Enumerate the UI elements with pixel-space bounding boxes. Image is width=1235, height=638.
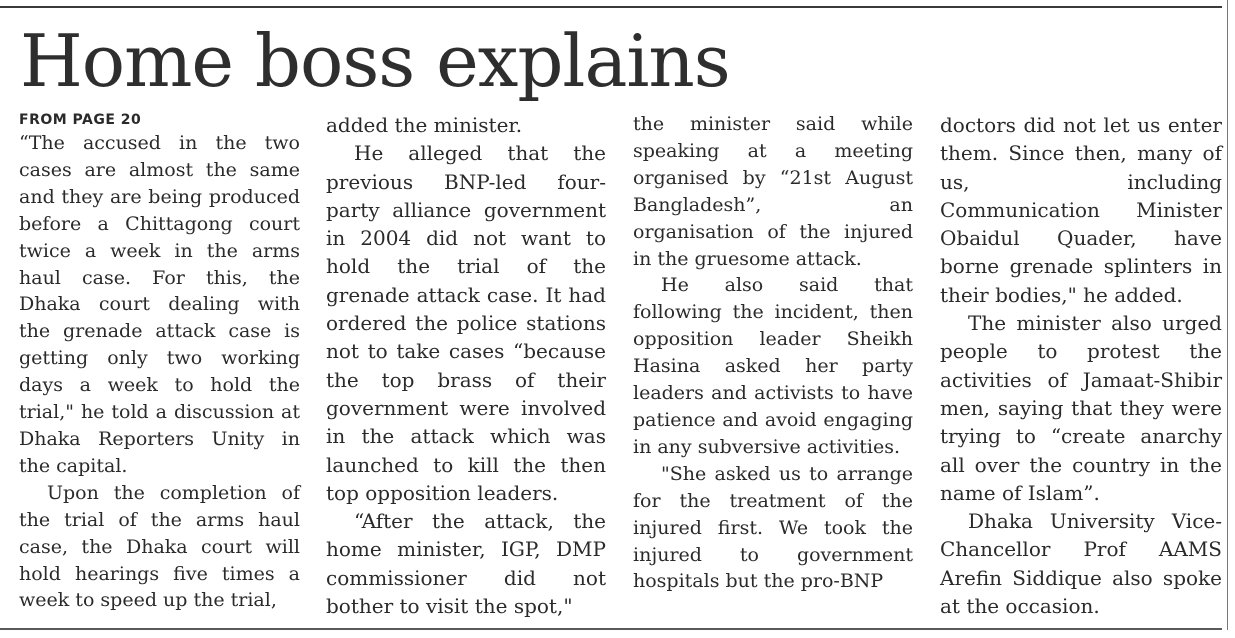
paragraph: the minister said while speaking at a meeting organised by “21st August Bangladesh”, an organisation of the injured in the gruesome attack. bbox=[633, 113, 913, 270]
paragraph: “The accused in the two cases are almost the same and they are being produced before a Chittagong court twice a week in the arms haul case. For this, the Dhaka court dealing with the grenade attack case is getting only two working days a week to hold the trial," he told a discussion at Dhaka Reporters Unity in the capital. bbox=[19, 132, 300, 477]
paragraph: He also said that following the incident, then opposition leader Sheikh Hasina asked her party leaders and activists to have patience and avoid engaging in any subversive activities. bbox=[633, 274, 913, 458]
paragraph: Dhaka University Vice-Chancellor Prof AAMS Arefin Siddique also spoke at the occasion. bbox=[940, 509, 1222, 619]
paragraph: He alleged that the previous BNP-led four-party alliance government in 2004 did not want to hold the trial of the grenade attack case. It had ordered the police stations not to take cases “because the top brass of their government were involved in the attack which was launched to kill the then top opposition leaders. bbox=[326, 141, 606, 505]
paragraph: doctors did not let us enter them. Since then, many of us, including Communication Minister Obaidul Quader, have borne grenade splinters in their bodies," he added. bbox=[940, 113, 1222, 307]
column-4 bbox=[940, 111, 1222, 620]
column-1 bbox=[19, 111, 300, 614]
kicker: FROM PAGE 20 bbox=[19, 112, 142, 128]
headline: Home boss explains bbox=[20, 19, 730, 103]
bottom-rule bbox=[0, 628, 1222, 630]
right-border bbox=[1227, 0, 1228, 630]
column-3 bbox=[633, 111, 913, 595]
paragraph: "She asked us to arrange for the treatment of the injured first. We took the injured to government hospitals but the pro-BNP bbox=[633, 462, 913, 593]
paragraph: “After the attack, the home minister, IGP, DMP commissioner did not bother to visit the spot," bbox=[326, 509, 606, 619]
column-2 bbox=[326, 111, 606, 620]
paragraph: Upon the completion of the trial of the arms haul case, the Dhaka court will hold hearings five times a week to speed up the trial, bbox=[19, 481, 300, 612]
top-rule bbox=[0, 6, 1222, 8]
paragraph: The minister also urged people to protest the activities of Jamaat-Shibir men, saying that they were trying to “create anarchy all over the country in the name of Islam”. bbox=[940, 311, 1222, 505]
paragraph: added the minister. bbox=[326, 113, 523, 137]
